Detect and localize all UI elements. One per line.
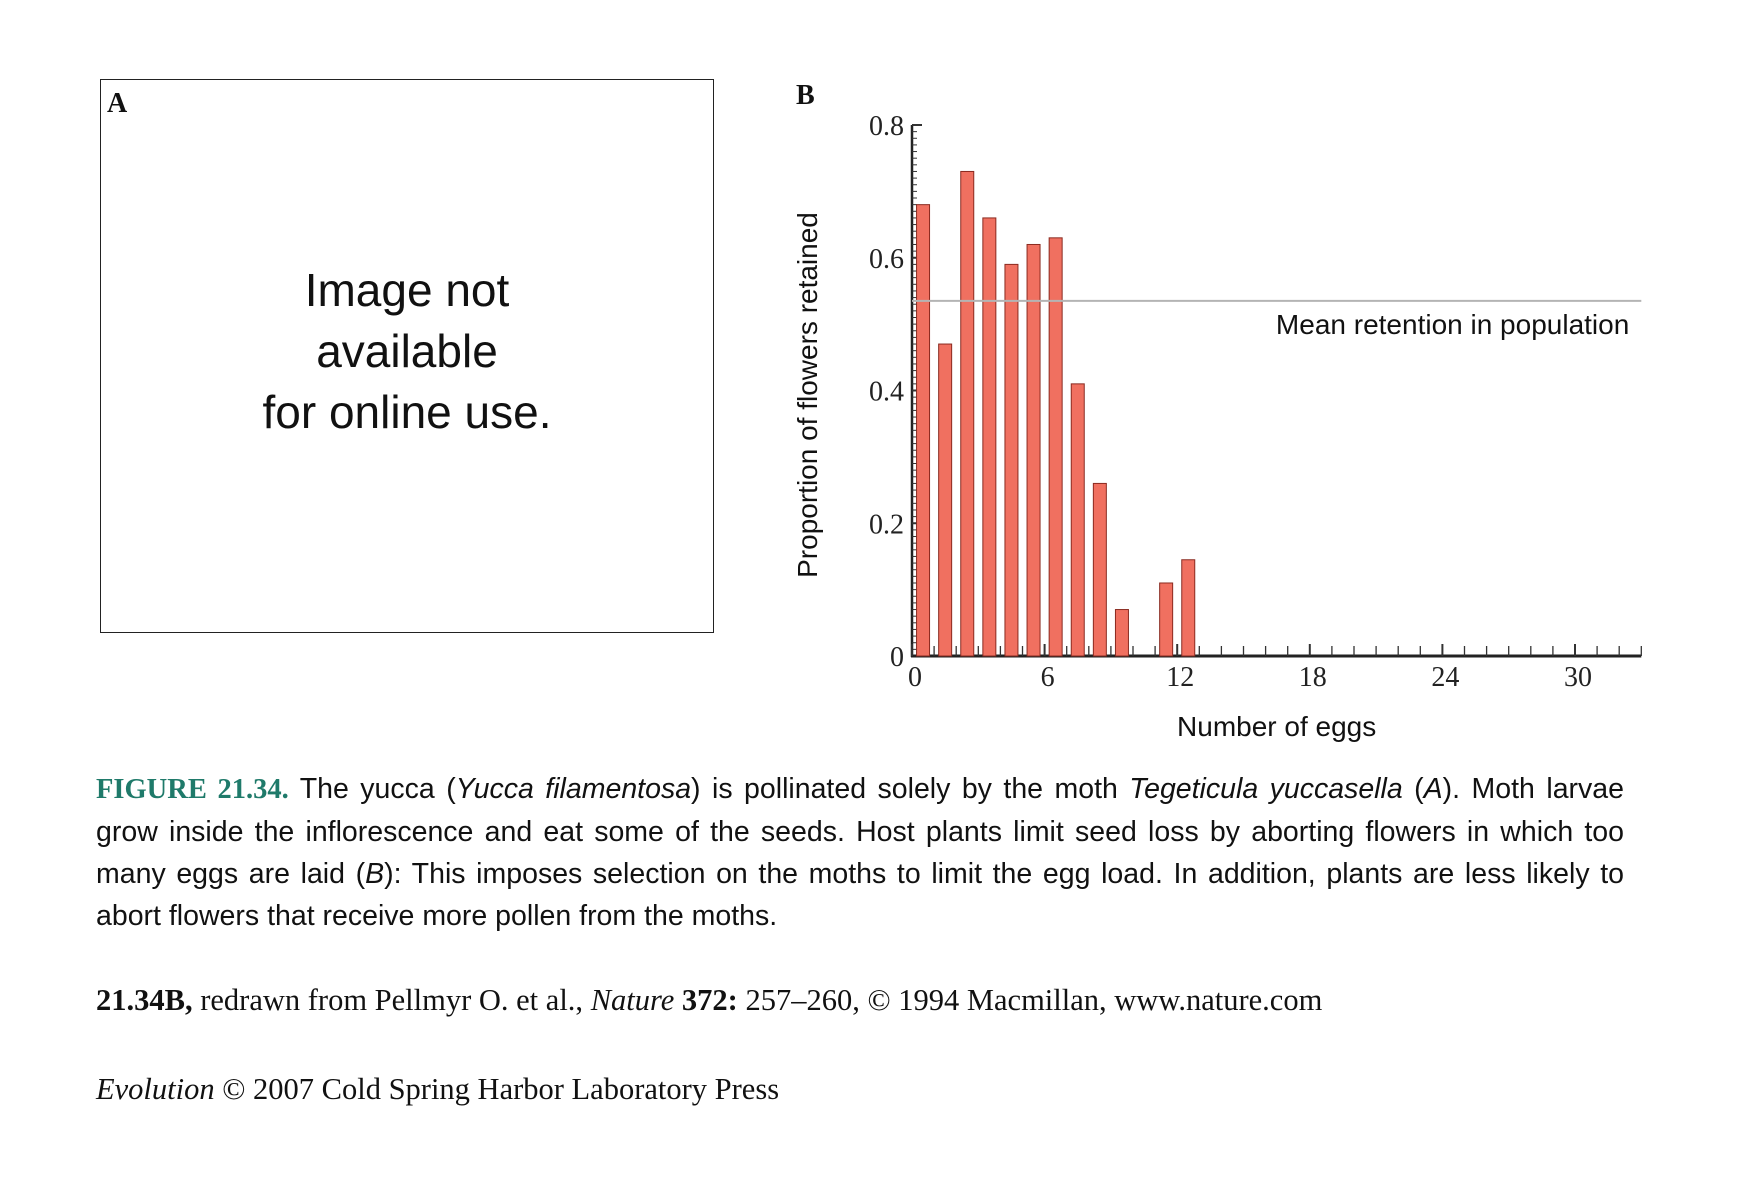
x-axis-title: Number of eggs: [1177, 711, 1377, 742]
bars: [917, 171, 1195, 656]
y-axis: [869, 111, 922, 673]
book-title: Evolution: [96, 1072, 215, 1106]
caption-species-moth: Tegeticula yuccasella: [1129, 773, 1403, 805]
caption-text: The yucca (: [288, 773, 456, 805]
bar: [1071, 384, 1084, 656]
panel-b-letter: B: [796, 80, 815, 111]
credit-volume: 372:: [674, 983, 738, 1017]
y-tick-label: 0.2: [869, 509, 904, 541]
bar: [1115, 610, 1128, 656]
x-tick-label: 0: [908, 662, 922, 693]
x-tick-label: 24: [1431, 662, 1460, 693]
caption-panel-ref-b: B: [365, 858, 385, 890]
credit-text: redrawn from Pellmyr O. et al.,: [192, 983, 591, 1017]
caption-text: (: [1402, 773, 1424, 805]
caption-species-plant: Yucca filamentosa: [455, 773, 692, 805]
figure-label: FIGURE 21.34.: [96, 774, 289, 805]
x-tick-label: 12: [1166, 662, 1195, 693]
x-tick-label: 18: [1298, 662, 1327, 693]
credit-figure-id: 21.34B,: [96, 983, 193, 1017]
y-axis-title: Proportion of flowers retained: [792, 212, 823, 578]
bar: [1093, 483, 1106, 656]
image-unavailable-text: Image not available for online use.: [262, 264, 552, 438]
caption-text: ) is pollinated solely by the moth: [691, 773, 1130, 805]
bar: [1027, 244, 1040, 656]
panel-a-letter: A: [107, 88, 128, 119]
y-tick-label: 0: [890, 642, 904, 673]
bar: [961, 171, 974, 656]
x-tick-label: 6: [1040, 662, 1055, 693]
figure-caption: [96, 768, 1624, 937]
x-tick-label: 30: [1564, 662, 1592, 693]
caption-text: ). Moth larvae grow inside the inflorescence and eat some of the seeds. Host plants limit seed loss by aborting flowers in which too many eggs are laid (: [96, 773, 1624, 890]
mean-retention-label: Mean retention in population: [1275, 308, 1630, 340]
bar: [939, 344, 952, 656]
source-credit: [96, 983, 1656, 1018]
bar: [1182, 560, 1195, 656]
y-tick-label: 0.8: [869, 111, 904, 142]
copyright-text: © 2007 Cold Spring Harbor Laboratory Press: [214, 1072, 780, 1106]
credit-text: 257–260, © 1994 Macmillan, www.nature.com: [737, 983, 1323, 1017]
caption-panel-ref-a: A: [1423, 773, 1443, 805]
credit-journal: Nature: [590, 983, 675, 1017]
caption-text: ): This imposes selection on the moths to limit the egg load. In addition, plants are less likely to abort flowers that receive more pollen from the moths.: [96, 858, 1624, 932]
bar: [917, 205, 930, 656]
y-tick-label: 0.4: [869, 376, 904, 408]
bar: [1005, 264, 1018, 656]
bar: [1160, 583, 1173, 656]
bar: [983, 218, 996, 656]
book-copyright: [96, 1072, 779, 1107]
mean-reference: [912, 301, 1641, 340]
y-tick-label: 0.6: [869, 243, 904, 275]
